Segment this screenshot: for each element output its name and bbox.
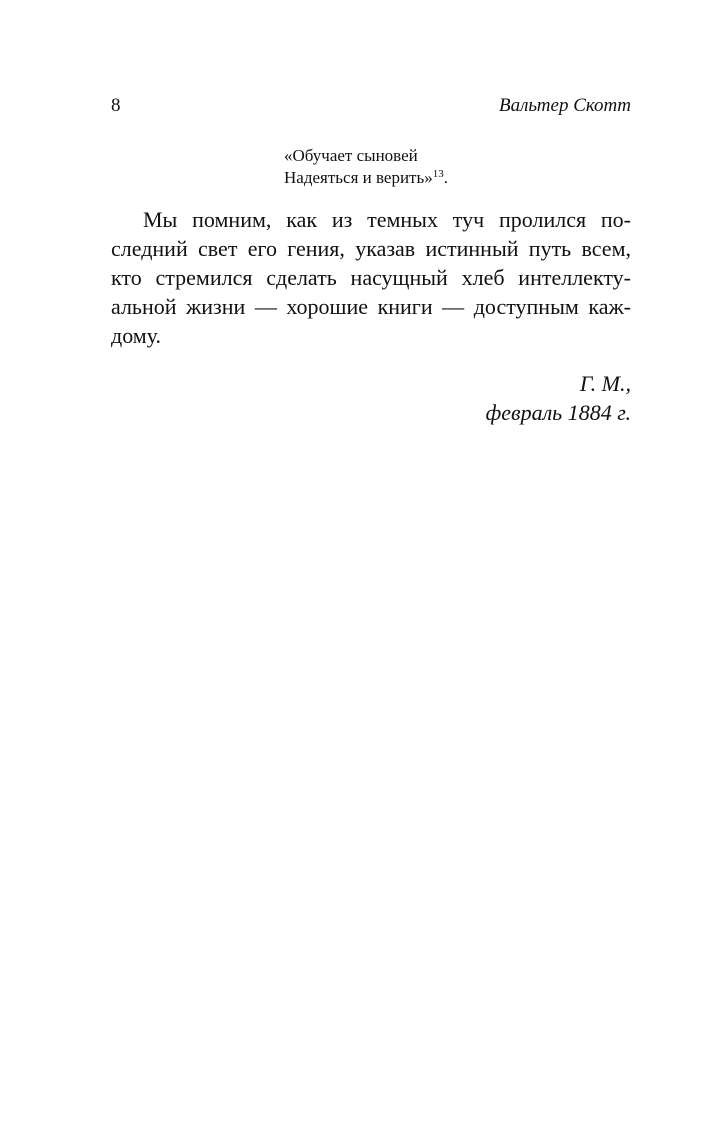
paragraph-line: Мы помним, как из темных туч пролился по- — [143, 207, 631, 232]
verse-line-2-end: . — [443, 168, 448, 187]
footnote-reference[interactable]: 13 — [432, 168, 444, 180]
signature-block — [486, 369, 631, 427]
running-head-title: Вальтер Скотт — [499, 95, 631, 116]
verse-line-2-text: Надеяться и верить» — [284, 168, 433, 187]
page-number: 8 — [111, 95, 121, 116]
paragraph-line: следний свет его гения, указав истинный путь всем, — [111, 236, 631, 261]
verse-quote — [284, 145, 448, 189]
paragraph-line: альной жизни — хорошие книги — доступным каж- — [111, 294, 631, 319]
verse-line-2 — [284, 167, 448, 189]
signature-date: февраль 1884 г. — [485, 400, 631, 425]
paragraph-line: дому. — [111, 323, 161, 348]
body-paragraph — [111, 205, 631, 350]
verse-line-1: «Обучает сыновей — [284, 146, 418, 165]
paragraph-line: кто стремился сделать насущный хлеб интеллекту- — [111, 265, 631, 290]
signature-initials: Г. М., — [579, 371, 631, 396]
